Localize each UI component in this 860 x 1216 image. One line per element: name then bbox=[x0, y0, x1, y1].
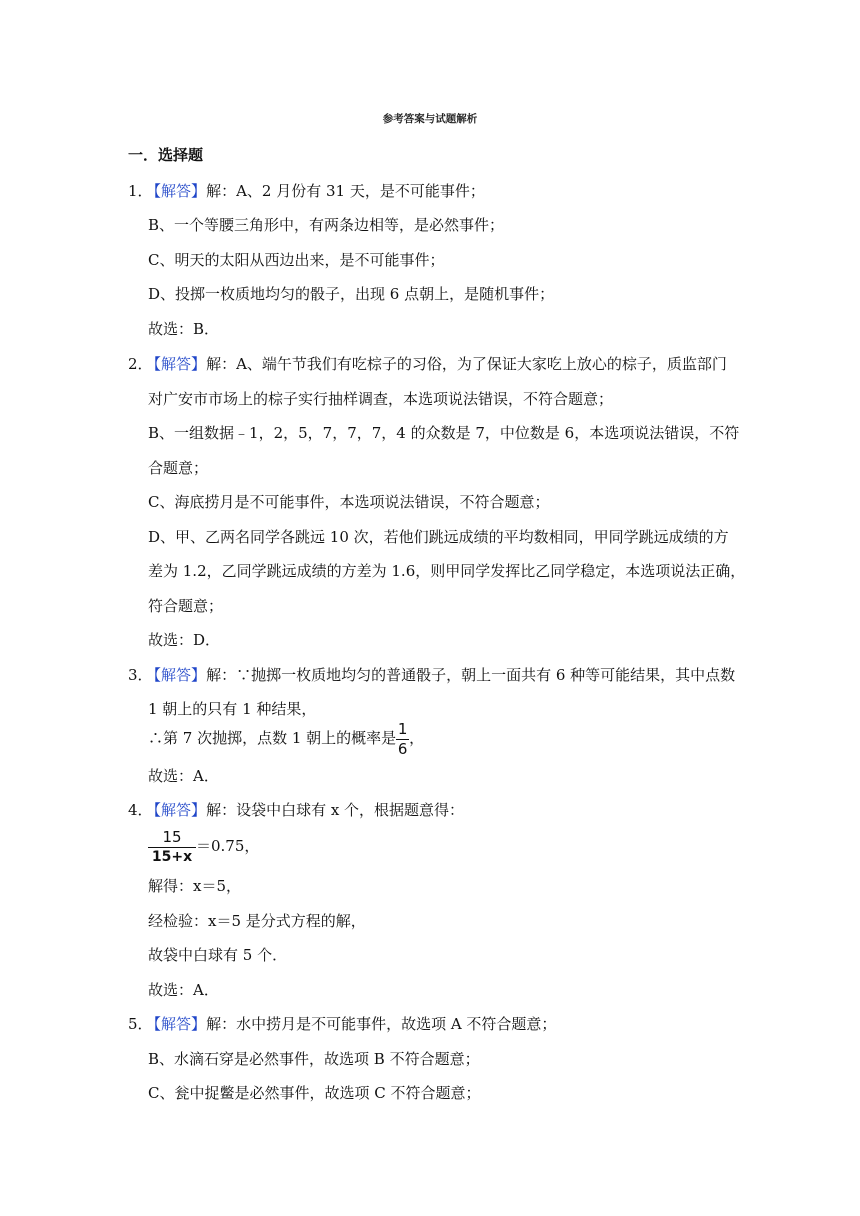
q3-number: 3． bbox=[128, 666, 153, 684]
q2-line-1 bbox=[128, 354, 727, 374]
q4-text: 解：设袋中白球有 x 个，根据题意得： bbox=[206, 801, 465, 819]
q1-line-1 bbox=[128, 181, 485, 201]
q2-line-3: B、一组数据﹣1，2，5，7，7，7，4 的众数是 7，中位数是 6，本选项说法错误，不符 bbox=[148, 424, 740, 442]
q1-text: 解：A、2 月份有 31 天，是不可能事件； bbox=[206, 182, 485, 200]
q4-answer: 故选：A． bbox=[148, 981, 219, 999]
page-title: 参考答案与试题解析 bbox=[382, 113, 478, 125]
fraction-numerator: 1 bbox=[397, 719, 408, 738]
q3-line-2: 1 朝上的只有 1 种结果， bbox=[148, 700, 317, 718]
q3-line-3 bbox=[148, 718, 424, 758]
equation-rest: ＝0.75， bbox=[196, 837, 260, 855]
q1-line-4: D、投掷一枚质地均匀的骰子，出现 6 点朝上，是随机事件； bbox=[148, 285, 555, 303]
q2-line-4: 合题意； bbox=[148, 459, 209, 477]
q2-line-7: 差为 1.2，乙同学跳远成绩的方差为 1.6，则甲同学发挥比乙同学稳定，本选项说法正确， bbox=[148, 562, 746, 580]
q4-answer-tag[interactable]: 【解答】 bbox=[153, 801, 207, 819]
q1-answer-tag[interactable]: 【解答】 bbox=[153, 182, 207, 200]
section-heading: 一．选择题 bbox=[128, 146, 204, 164]
q1-line-2: B、一个等腰三角形中，有两条边相等，是必然事件； bbox=[148, 216, 505, 234]
q3-line-3-end: ， bbox=[409, 729, 425, 747]
q2-line-5: C、海底捞月是不可能事件，本选项说法错误，不符合题意； bbox=[148, 493, 550, 511]
q4-line-4: 经检验：x＝5 是分式方程的解， bbox=[148, 912, 366, 930]
q1-line-3: C、明天的太阳从西边出来，是不可能事件； bbox=[148, 251, 445, 269]
q5-line-1 bbox=[128, 1014, 556, 1034]
fraction-bar bbox=[148, 847, 196, 848]
q3-answer: 故选：A． bbox=[148, 767, 219, 785]
q2-answer-tag[interactable]: 【解答】 bbox=[153, 355, 207, 373]
q4-equation bbox=[148, 826, 259, 866]
q4-number: 4． bbox=[128, 801, 153, 819]
q2-number: 2． bbox=[128, 355, 153, 373]
equation-numerator: 15 bbox=[162, 827, 182, 846]
q5-number: 5． bbox=[128, 1015, 153, 1033]
q2-text: 解：A、端午节我们有吃棕子的习俗，为了保证大家吃上放心的棕子，质监部门 bbox=[206, 355, 727, 373]
q4-line-3: 解得：x＝5， bbox=[148, 877, 242, 895]
q2-line-6: D、甲、乙两名同学各跳远 10 次，若他们跳远成绩的平均数相同，甲同学跳远成绩的方 bbox=[148, 528, 729, 546]
equation-denominator: 15+x bbox=[151, 848, 193, 865]
q4-line-1 bbox=[128, 800, 464, 820]
q1-number: 1． bbox=[128, 182, 153, 200]
q5-line-2: B、水滴石穿是必然事件，故选项 B 不符合题意； bbox=[148, 1050, 480, 1068]
q3-line-3-text: ∴第 7 次抛掷，点数 1 朝上的概率是 bbox=[148, 729, 397, 747]
q4-line-5: 故袋中白球有 5 个． bbox=[148, 946, 288, 964]
fraction-denominator: 6 bbox=[397, 739, 408, 758]
q2-line-2: 对广安市市场上的棕子实行抽样调查，本选项说法错误，不符合题意； bbox=[148, 390, 614, 408]
q5-line-3: C、瓮中捉鳖是必然事件，故选项 C 不符合题意； bbox=[148, 1084, 481, 1102]
equation-fraction bbox=[148, 829, 196, 866]
q2-answer: 故选：D． bbox=[148, 631, 221, 649]
q3-line-1 bbox=[128, 665, 735, 685]
q2-line-8: 符合题意； bbox=[148, 597, 224, 615]
q1-answer: 故选：B． bbox=[148, 320, 220, 338]
q5-text: 解：水中捞月是不可能事件，故选项 A 不符合题意； bbox=[206, 1015, 557, 1033]
q5-answer-tag[interactable]: 【解答】 bbox=[153, 1015, 207, 1033]
probability-fraction bbox=[396, 721, 409, 758]
q3-text: 解：∵抛掷一枚质地均匀的普通骰子，朝上一面共有 6 种等可能结果，其中点数 bbox=[206, 666, 736, 684]
q3-answer-tag[interactable]: 【解答】 bbox=[153, 666, 207, 684]
